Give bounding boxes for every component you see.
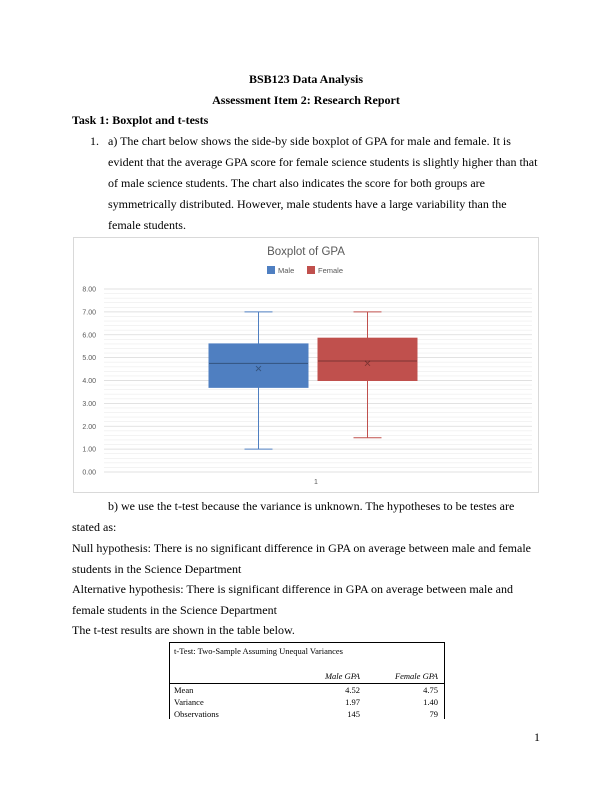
y-tick-label: 1.00 — [82, 446, 96, 454]
boxplot-chart — [73, 237, 539, 493]
para-a-line: female students. — [108, 218, 186, 232]
col-header-male: Male GPA — [324, 671, 360, 681]
row-label: Mean — [174, 685, 194, 695]
box-iqr — [318, 338, 417, 380]
cell-male: 1.97 — [345, 697, 360, 707]
para-a-line: a) The chart below shows the side-by side boxplot of GPA for male and female. It is — [108, 134, 511, 148]
alt-hypothesis-line: female students in the Science Department — [72, 603, 277, 617]
cell-female: 1.40 — [423, 697, 438, 707]
box-iqr — [209, 344, 308, 387]
y-tick-label: 2.00 — [82, 423, 96, 431]
null-hypothesis-line: Null hypothesis: There is no significant difference in GPA on average between male and female — [72, 541, 531, 555]
task-heading: Task 1: Boxplot and t-tests — [72, 113, 209, 127]
para-b-line: b) we use the t-test because the variance is unknown. The hypotheses to be testes are — [108, 499, 515, 513]
para-a-line: of male science students. The chart also indicates the score for both groups are — [108, 176, 485, 190]
document-assessment-title: Assessment Item 2: Research Report — [212, 93, 400, 107]
col-header-female: Female GPA — [394, 671, 438, 681]
table-row — [170, 684, 444, 696]
table-title: t-Test: Two-Sample Assuming Unequal Variances — [174, 646, 343, 656]
chart-title: Boxplot of GPA — [267, 246, 345, 258]
legend-swatch-female — [307, 266, 315, 274]
box-female — [318, 312, 417, 438]
y-tick-label: 3.00 — [82, 400, 96, 408]
results-intro: The t-test results are shown in the table below. — [72, 623, 295, 637]
chart-legend — [267, 266, 343, 275]
table-row — [170, 696, 444, 708]
document-course-title: BSB123 Data Analysis — [248, 72, 364, 86]
legend-label-male: Male — [278, 266, 295, 275]
legend-label-female: Female — [318, 266, 344, 275]
table-row — [170, 708, 444, 719]
table-title-row — [170, 645, 444, 657]
y-tick-label: 4.00 — [82, 378, 96, 385]
row-label: Observations — [174, 709, 219, 719]
cell-female: 79 — [429, 709, 438, 719]
y-tick-label: 7.00 — [82, 309, 96, 317]
cell-male: 4.52 — [345, 685, 360, 695]
box-male — [209, 312, 308, 449]
ttest-table — [169, 642, 445, 719]
boxplot-svg — [74, 238, 538, 492]
y-tick-label: 0.00 — [82, 469, 96, 477]
para-b-line: stated as: — [72, 520, 117, 534]
alt-hypothesis-line: Alternative hypothesis: There is significant difference in GPA on average between male and — [72, 582, 513, 596]
y-tick-label: 5.00 — [82, 355, 96, 363]
cell-male: 145 — [347, 709, 360, 719]
para-a-line: symmetrically distributed. However, male students have a large variability than the — [108, 197, 507, 211]
legend-swatch-male — [267, 266, 275, 274]
y-tick-label: 8.00 — [82, 286, 96, 294]
null-hypothesis-line: students in the Science Department — [72, 562, 242, 576]
x-tick-label: 1 — [314, 479, 318, 486]
row-label: Variance — [174, 697, 204, 707]
para-a-line: evident that the average GPA score for female science students is slightly higher than that — [108, 155, 538, 169]
cell-female: 4.75 — [423, 685, 438, 695]
list-number: 1. — [90, 134, 99, 148]
y-tick-label: 6.00 — [82, 332, 96, 340]
table-header-row — [170, 670, 444, 682]
page-number: 1 — [534, 730, 540, 744]
